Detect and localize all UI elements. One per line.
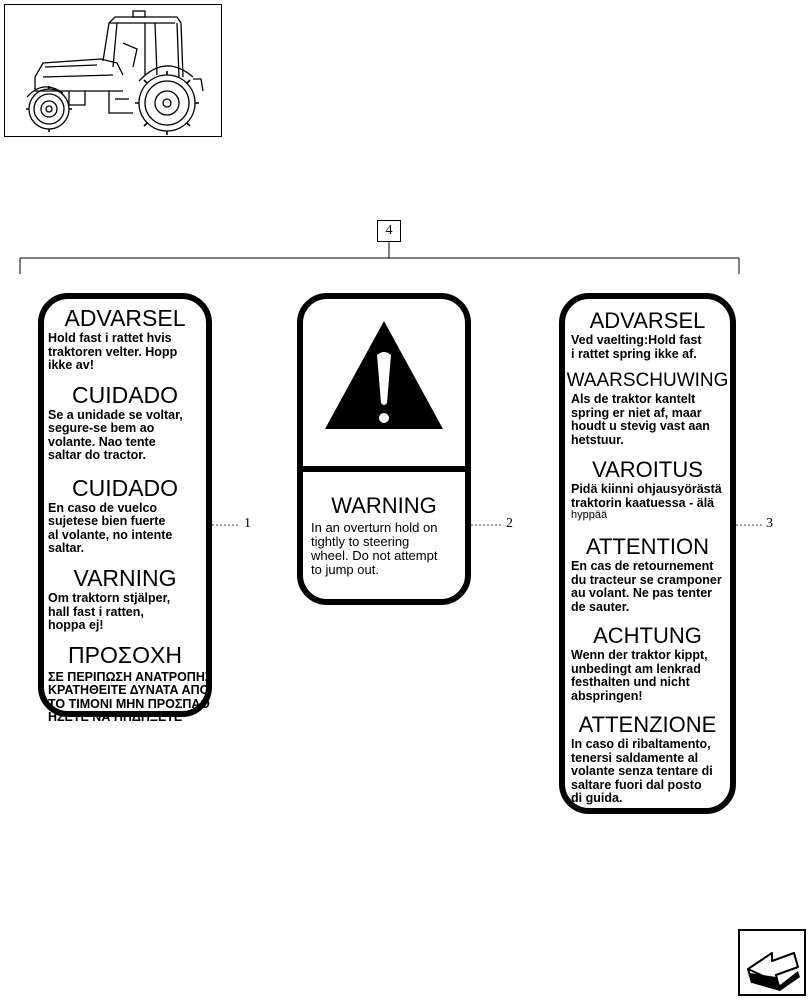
decal-text-line: saltar. xyxy=(48,541,85,556)
decal-heading: ATTENZIONE xyxy=(578,712,717,738)
decal-1-multilingual-warning xyxy=(38,293,213,725)
decal-text-line: ikke av! xyxy=(48,358,94,373)
decal-text-line: di guida. xyxy=(571,791,623,806)
decal-text-line: du tracteur se cramponer xyxy=(571,572,722,587)
tractor-thumbnail xyxy=(4,4,222,137)
decal-text-line: hyppää xyxy=(571,509,608,522)
decal-heading: ΠΡΟΣΟΧΗ xyxy=(68,641,182,668)
decal-2-english-warning xyxy=(297,293,471,605)
decal-text xyxy=(565,393,730,447)
decal-text-line: hoppa ej! xyxy=(48,618,104,633)
decal-text-line: i rattet spring ikke af. xyxy=(571,346,697,361)
decal-text-line: Om traktorn stjälper, xyxy=(48,591,171,606)
decal-text-line: volante senza tentare di xyxy=(571,764,713,779)
decal-text-line: Wenn der traktor kippt, xyxy=(571,648,708,663)
callout-2: 2 xyxy=(506,516,513,531)
decal-text-line: Pidä kiinni ohjausyörästä xyxy=(571,482,722,497)
decal-text-line: tenersi saldamente al xyxy=(571,750,699,765)
decal-text xyxy=(565,649,730,703)
decal-text-line: festhalten und nicht xyxy=(571,675,690,690)
tractor-icon xyxy=(5,5,220,135)
decal-text xyxy=(44,669,213,725)
decal-text-line: wheel. Do not attempt xyxy=(311,548,438,564)
decal-heading: CUIDADO xyxy=(71,381,179,408)
decal-heading: ADVARSEL xyxy=(589,308,706,333)
decal-text xyxy=(565,483,730,522)
decal-heading: ACHTUNG xyxy=(593,623,702,649)
decal-3-multilingual-warning xyxy=(559,293,736,814)
decal-text-line: ΚΡΑΤΗΘΕΙΤΕ ΔΥΝΑΤΑ ΑΠΟ xyxy=(48,683,210,698)
decal-text-line: saltare fuori dal posto xyxy=(571,777,702,792)
decal-heading: WAARSCHUWING xyxy=(566,370,729,392)
decal-text-line: traktoren velter. Hopp xyxy=(48,344,178,359)
decal-text-line: sujetese bien fuerte xyxy=(48,514,166,529)
decal-text-line: segure-se bem ao xyxy=(48,421,155,436)
decal-text xyxy=(44,592,206,633)
decal-text-line: Se a unidade se voltar, xyxy=(48,407,183,422)
decal-heading: CUIDADO xyxy=(71,474,179,501)
decal-heading: ATTENTION xyxy=(585,534,710,559)
decal-text xyxy=(565,738,730,806)
decal-text-line: unbedingt am lenkrad xyxy=(571,661,701,676)
decal-text-line: ΗΣΕΤΕ ΝΑ ΠΗΔΗΞΕΤΕ xyxy=(48,710,183,725)
decal-text-line: au volant. Ne pas tenter xyxy=(571,586,713,601)
next-page-button[interactable] xyxy=(738,929,806,996)
decal-text-line: to jump out. xyxy=(311,562,379,578)
decal-heading: WARNING xyxy=(331,493,437,518)
decal-text-line: volante. Nao tente xyxy=(48,434,156,449)
warning-symbol-panel xyxy=(303,299,465,472)
decal-text-line: traktorin kaatuessa - älä xyxy=(571,495,715,510)
decal-heading: VAROITUS xyxy=(592,457,703,483)
decal-text-line: hall fast i ratten, xyxy=(48,604,144,619)
decal-heading: VARNING xyxy=(73,564,177,591)
decal-text-line: houdt u stevig vast aan xyxy=(571,419,710,434)
decal-text-line: ΣΕ ΠΕΡΙΠΩΣΗ ΑΝΑΤΡΟΠΗΣ xyxy=(48,669,213,684)
decal-text-line: In an overturn hold on xyxy=(311,520,438,535)
decal-text xyxy=(311,521,437,577)
decal-text xyxy=(565,560,730,614)
decal-text-line: tightly to steering xyxy=(311,534,410,550)
decal-text xyxy=(44,502,206,556)
decal-text-line: Ved vaelting:Hold fast xyxy=(571,333,702,348)
assembly-ref-number: 4 xyxy=(377,220,401,242)
decal-text-line: En cas de retournement xyxy=(571,559,714,574)
decal-text-line: saltar do tractor. xyxy=(48,448,146,463)
decal-text xyxy=(565,334,730,361)
decal-text-line: abspringen! xyxy=(571,688,643,703)
decal-text-line: de sauter. xyxy=(571,599,630,614)
callout-3: 3 xyxy=(766,516,773,531)
callout-1: 1 xyxy=(244,516,251,531)
decal-heading: ADVARSEL xyxy=(64,305,186,331)
decal-text-line: En caso de vuelco xyxy=(48,500,158,515)
decal-text-line: hetstuur. xyxy=(571,432,624,447)
next-page-arrow-icon xyxy=(740,931,804,994)
decal-text-line: Als de traktor kantelt xyxy=(571,392,696,407)
decal-text-line: spring er niet af, maar xyxy=(571,405,702,420)
warning-triangle-icon xyxy=(303,299,465,466)
decal-text-line: al volante, no intente xyxy=(48,527,173,542)
decal-text xyxy=(44,332,206,373)
decal-text xyxy=(44,409,206,463)
decal-text-line: ΤΟ ΤΙΜΟΝΙ ΜΗΝ ΠΡΟΣΠΑΘ xyxy=(48,696,210,711)
decal-text-line: In caso di ribaltamento, xyxy=(571,737,711,752)
decal-text-line: Hold fast i rattet hvis xyxy=(48,331,172,346)
